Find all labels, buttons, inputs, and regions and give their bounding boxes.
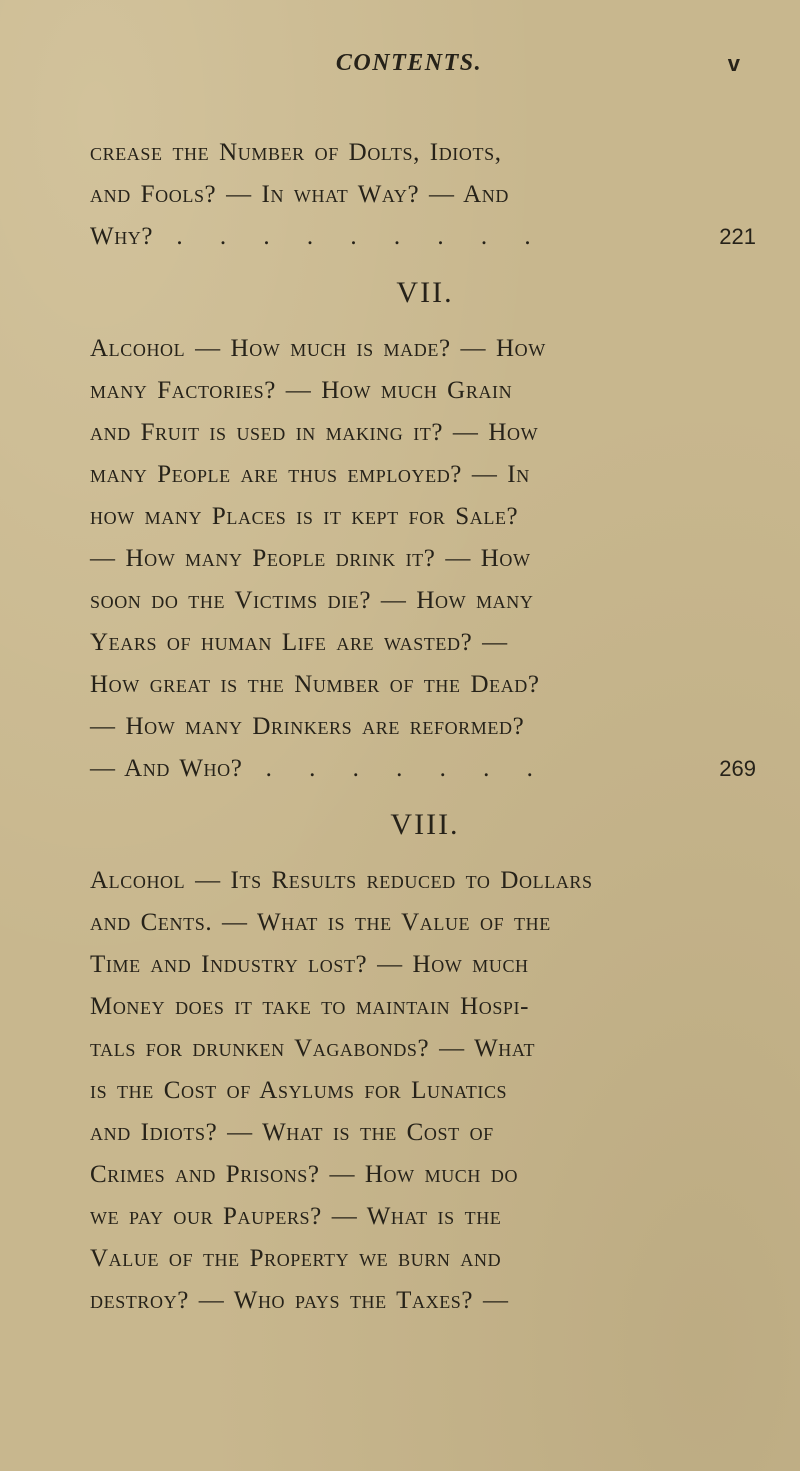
entry-line: many People are thus employed? — In xyxy=(90,461,530,488)
entry-line: Time and Industry lost? — How much xyxy=(90,951,529,978)
running-title: CONTENTS. xyxy=(335,50,483,76)
entry-line: Crimes and Prisons? — How much do xyxy=(90,1161,519,1188)
entry-line-last: Why? . . . . . . . . . 221 xyxy=(90,216,750,258)
entry-line: and Idiots? — What is the Cost of xyxy=(90,1119,494,1146)
entry-line: tals for drunken Vagabonds? — What xyxy=(90,1035,536,1062)
entry-line: — How many Drinkers are reformed? xyxy=(90,713,525,740)
entry-line: crease the Number of Dolts, Idiots, xyxy=(90,139,502,166)
entry-line: many Factories? — How much Grain xyxy=(90,377,513,404)
entry-line: we pay our Paupers? — What is the xyxy=(90,1203,502,1230)
section-heading-viii: VIII. xyxy=(390,808,460,841)
entry-line: how many Places is it kept for Sale? xyxy=(90,503,519,530)
entry-line: Value of the Property we burn and xyxy=(90,1245,502,1272)
page-reference: 269 xyxy=(719,756,756,781)
contents-list xyxy=(90,132,756,1322)
entry-line: destroy? — Who pays the Taxes? — xyxy=(90,1287,509,1314)
entry-line: is the Cost of Asylums for Lunatics xyxy=(90,1077,508,1104)
section-heading-vii: VII. xyxy=(396,276,454,309)
entry-line: Alcohol — How much is made? — How xyxy=(90,335,546,362)
dot-leaders: . . . . . . . xyxy=(242,755,547,782)
entry-line: and Fools? — In what Way? — And xyxy=(90,181,509,208)
contents-entry-continued xyxy=(90,132,756,258)
contents-entry-vii xyxy=(90,328,756,790)
page-reference: 221 xyxy=(719,224,756,249)
entry-line: — How many People drink it? — How xyxy=(90,545,531,572)
entry-line-last: — And Who? . . . . . . . 269 xyxy=(90,748,750,790)
running-head xyxy=(0,50,800,90)
page-number: v xyxy=(727,51,740,76)
entry-line: soon do the Victims die? — How many xyxy=(90,587,534,614)
entry-line: Alcohol — Its Results reduced to Dollars xyxy=(90,867,593,894)
entry-line: and Fruit is used in making it? — How xyxy=(90,419,539,446)
entry-line: Years of human Life are wasted? — xyxy=(90,629,508,656)
contents-entry-viii xyxy=(90,860,750,1322)
dot-leaders: . . . . . . . . . xyxy=(153,223,545,250)
entry-line: and Cents. — What is the Value of the xyxy=(90,909,551,936)
entry-line: Money does it take to maintain Hospi- xyxy=(90,993,530,1020)
entry-line: How great is the Number of the Dead? xyxy=(90,671,540,698)
